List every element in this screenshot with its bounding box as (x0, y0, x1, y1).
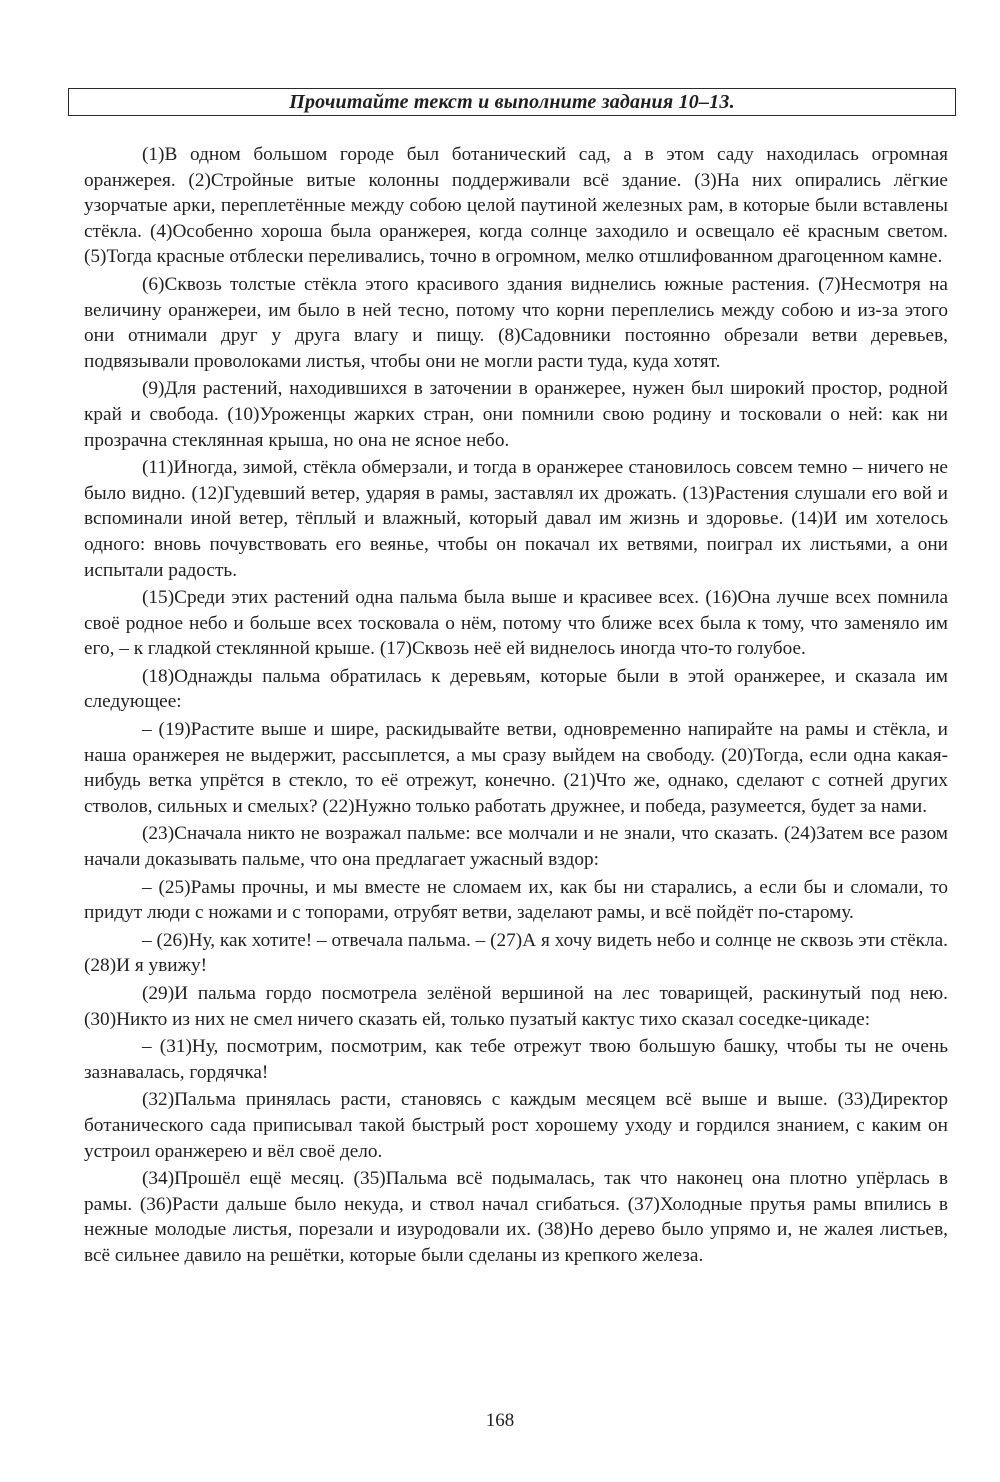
paragraph: (15)Среди этих растений одна пальма была выше и красивее всех. (16)Она лучше всех помнила своё родное небо и больше всех тосковала о нём, потому что ближе всех была к тому, что заменяло им его, – к гладкой стеклянной крыше. (17)Сквозь неё ей виднелось иногда что-то голубое. (84, 587, 948, 660)
paragraph: (9)Для растений, находившихся в заточении в оранжерее, нужен был широкий простор, родной край и свобода. (10)Уроженцы жарких стран, они помнили свою родину и тосковали о ней: как ни прозрачна стеклянная крыша, но она не ясное небо. (84, 378, 948, 451)
dialogue-paragraph: – (19)Растите выше и шире, раскидывайте ветви, одновременно напирайте на рамы и стёкла, и наша оранжерея не выдержит, рассыплется, а мы сразу выйдем на свободу. (20)Тогда, если одна какая-нибудь ветка упрётся в стекло, то её отрежут, конечно. (21)Что же, однако, сделают с сотней других стволов, сильных и смелых? (22)Нужно только работать дружнее, и победа, разумеется, будет за нами. (84, 719, 948, 817)
paragraph: (1)В одном большом городе был ботанический сад, а в этом саду находилась огромная оранжерея. (2)Стройные витые колонны поддерживали всё здание. (3)На них опирались лёгкие узорчатые арки, переплетённые между собою целой паутиной железных рам, в которые были вставлены стёкла. (4)Особенно хороша была оранжерея, когда солнце заходило и освещало её красным светом. (5)Тогда красные отблески переливались, точно в огромном, мелко отшлифованном драгоценном камне. (84, 144, 948, 268)
dialogue-paragraph: – (25)Рамы прочны, и мы вместе не сломаем их, как бы ни старались, а если бы и сломали, то придут люди с ножами и с топорами, отрубят ветви, заделают рамы, и всё пойдёт по-старому. (84, 876, 948, 924)
reading-text (84, 142, 948, 1269)
page-number: 168 (485, 1410, 515, 1431)
paragraph: (32)Пальма принялась расти, становясь с каждым месяцем всё выше и выше. (33)Директор ботанического сада приписывал такой быстрый рост хорошему уходу и гордился знанием, с каким он устроил оранжерею и вёл своё дело. (84, 1089, 948, 1162)
paragraph: (18)Однажды пальма обратилась к деревьям, которые были в этой оранжерее, и сказала им следующее: (84, 665, 948, 713)
paragraph: (11)Иногда, зимой, стёкла обмерзали, и тогда в оранжерее становилось совсем темно – ничего не было видно. (12)Гудевший ветер, ударяя в рамы, заставлял их дрожать. (13)Растения слушали его вой и вспоминали иной ветер, тёплый и влажный, который давал им жизнь и здоровье. (14)И им хотелось одного: вновь почувствовать его веянье, чтобы он покачал их ветвями, поиграл их листьями, а они испытали радость. (84, 457, 948, 581)
paragraph: (23)Сначала никто не возражал пальме: все молчали и не знали, что сказать. (24)Затем все разом начали доказывать пальме, что она предлагает ужасный вздор: (84, 823, 948, 871)
paragraph: (6)Сквозь толстые стёкла этого красивого здания виднелись южные растения. (7)Несмотря на величину оранжереи, им было в ней тесно, потому что корни переплелись между собою и из-за этого они отнимали друг у друга влагу и пищу. (8)Садовники постоянно обрезали ветви деревьев, подвязывали проволоками листья, чтобы они не могли расти туда, куда хотят. (84, 273, 948, 372)
paragraph: (34)Прошёл ещё месяц. (35)Пальма всё подымалась, так что наконец она плотно упёрлась в рамы. (36)Расти дальше было некуда, и ствол начал сгибаться. (37)Холодные прутья рамы впились в нежные молодые листья, порезали и изуродовали их. (38)Но дерево было упрямо и, не жалея листьев, всё сильнее давило на решётки, которые были сделаны из крепкого железа. (84, 1168, 948, 1266)
dialogue-paragraph: – (31)Ну, посмотрим, посмотрим, как тебе отрежут твою большую башку, чтобы ты не очень зазнавалась, гордячка! (84, 1036, 948, 1083)
paragraph: (29)И пальма гордо посмотрела зелёной вершиной на лес товарищей, раскинутый под нею. (30)Никто из них не смел ничего сказать ей, только пузатый кактус тихо сказал соседке-цикаде: (84, 983, 948, 1030)
task-instruction-header: Прочитайте текст и выполните задания 10–13. (68, 88, 956, 116)
dialogue-paragraph: – (26)Ну, как хотите! – отвечала пальма. – (27)А я хочу видеть небо и солнце не сквозь эти стёкла. (28)И я увижу! (84, 929, 948, 977)
